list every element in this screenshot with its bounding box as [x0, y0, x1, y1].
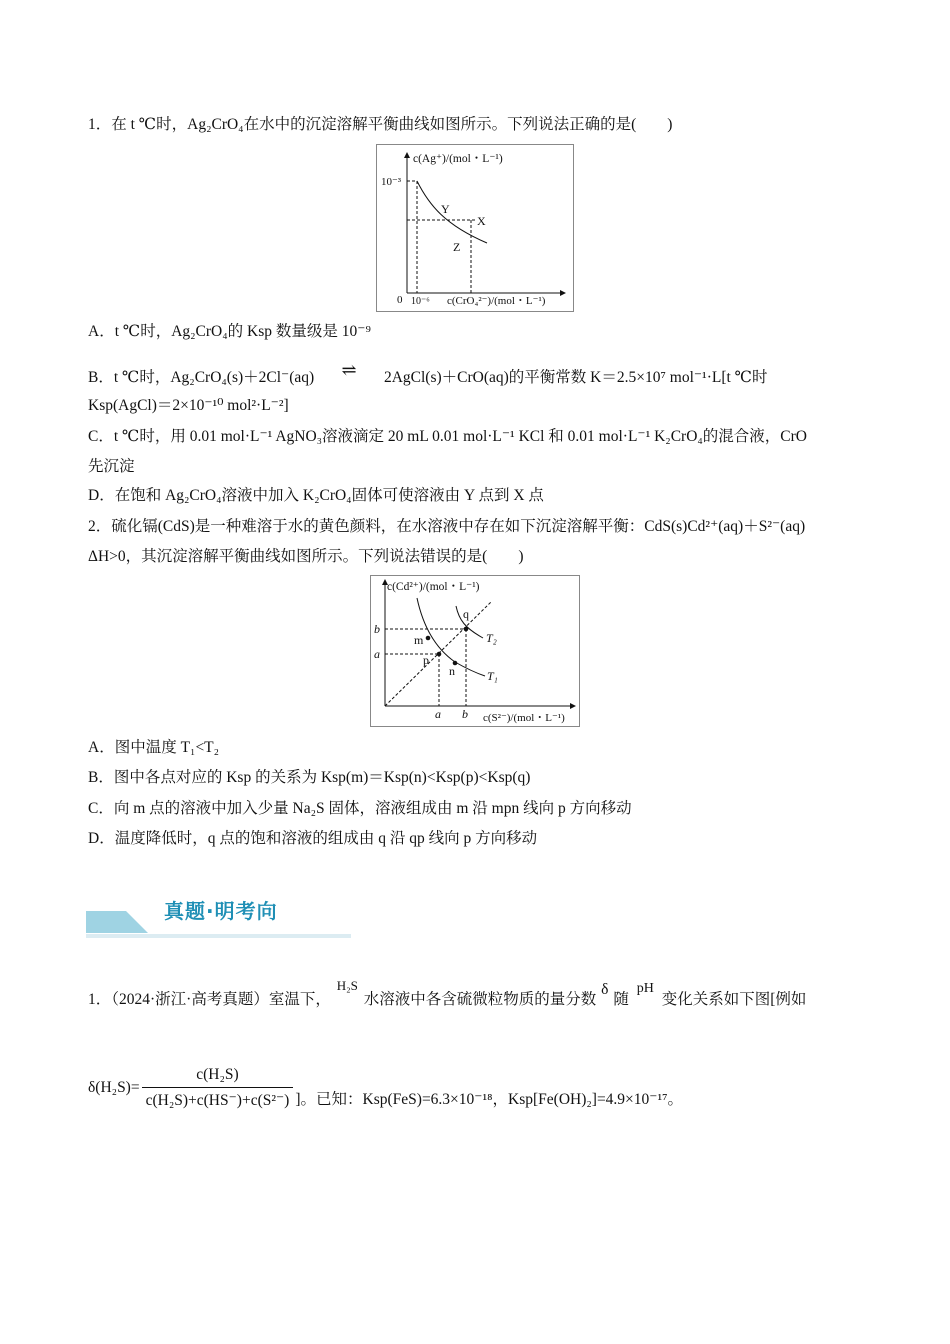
q2-point-q-dot [464, 627, 469, 632]
q1-option-b-part1: B．t ℃时，Ag₂CrO₄(s)＋2Cl⁻(aq) [88, 369, 315, 386]
formula-denominator: c(H₂S)+c(HS⁻)+c(S²⁻) [142, 1087, 294, 1111]
formula-tail: ]。已知：Ksp(FeS)=6.3×10⁻¹⁸，Ksp[Fe(OH)₂]=4.9×10⁻¹⁷。 [295, 1091, 684, 1108]
q1-point-y: Y [441, 202, 450, 216]
q1-ytick: 10⁻³ [381, 176, 402, 188]
real-q1-line1 [88, 978, 807, 1011]
real-q1-mid: 水溶液中各含硫微粒物质的量分数 [363, 991, 597, 1008]
section-title: 真题·明考向 [164, 899, 278, 923]
real-q1-tail: 变化关系如下图[例如 [661, 991, 807, 1008]
q2-option-d: D．温度降低时，q 点的饱和溶液的组成由 q 沿 qp 线向 p 方向移动 [88, 830, 538, 847]
q2-xtick-b: b [462, 707, 468, 721]
q2-ylabel: c(Cd²⁺)/(mol・L⁻¹) [387, 581, 480, 593]
real-q1-h2s: H₂S [336, 978, 358, 993]
question-1-stem: 1．在 t ℃时，Ag₂CrO₄在水中的沉淀溶解平衡曲线如图所示。下列说法正确的是( ) [88, 116, 673, 133]
q1-option-b-part2: 2AgCl(s)＋CrO(aq)的平衡常数 K＝2.5×10⁷ mol⁻¹·L[t ℃时 [383, 369, 768, 386]
formula-fraction [142, 1065, 294, 1111]
real-q1-prefix: 1．（2024·浙江·高考真题）室温下， [88, 991, 331, 1008]
q2-point-m: m [414, 633, 424, 647]
q1-xlabel: c(CrO₄²⁻)/(mol・L⁻¹) [447, 295, 546, 307]
equilibrium-arrow-icon: ⇌ [341, 360, 357, 380]
real-q1-ph: pH [636, 981, 654, 996]
q2-point-m-dot [426, 636, 431, 641]
formula-numerator: c(H₂S) [196, 1066, 239, 1083]
q2-xlabel: c(S²⁻)/(mol・L⁻¹) [483, 712, 565, 724]
q2-curve-t2-label: T₂ [486, 631, 497, 645]
q1-origin: 0 [397, 294, 403, 306]
q1-option-a: A．t ℃时，Ag₂CrO₄的 Ksp 数量级是 10⁻⁹ [88, 323, 371, 340]
q2-curve-t1-label: T₁ [487, 669, 498, 683]
q2-ytick-b: b [374, 622, 380, 636]
q2-option-c: C．向 m 点的溶液中加入少量 Na₂S 固体，溶液组成由 m 沿 mpn 线向 p 方向移动 [88, 800, 632, 817]
question-2-stem-line2: ΔH>0，其沉淀溶解平衡曲线如图所示。下列说法错误的是( ) [88, 548, 524, 565]
q2-point-p-dot [437, 652, 442, 657]
q1-point-x: X [477, 214, 486, 228]
q1-option-b-line1 [88, 360, 768, 388]
question-2-stem-line1: 2．硫化镉(CdS)是一种难溶于水的黄色颜料，在水溶液中存在如下沉淀溶解平衡：CdS(s)Cd²⁺(aq)＋S²⁻(aq) [88, 518, 806, 535]
q2-ytick-a: a [374, 647, 380, 661]
q2-option-a: A．图中温度 T₁<T₂ [88, 739, 220, 756]
real-q1-delta: δ [601, 981, 609, 998]
q2-point-p: p [423, 653, 429, 667]
q1-option-c-line1: C．t ℃时，用 0.01 mol·L⁻¹ AgNO₃溶液滴定 20 mL 0.01 mol·L⁻¹ KCl 和 0.01 mol·L⁻¹ K₂CrO₄的混合液，CrO [88, 428, 808, 445]
real-q1-formula-line [88, 1065, 683, 1111]
q1-ylabel: c(Ag⁺)/(mol・L⁻¹) [413, 153, 503, 165]
q1-option-d: D．在饱和 Ag₂CrO₄溶液中加入 K₂CrO₄固体可使溶液由 Y 点到 X 点 [88, 487, 544, 504]
q2-curve-t2 [456, 606, 483, 638]
q1-equilibrium-curve [417, 181, 487, 243]
q1-figure [376, 144, 574, 312]
q2-xtick-a: a [435, 707, 441, 721]
q2-option-b: B．图中各点对应的 Ksp 的关系为 Ksp(m)＝Ksp(n)<Ksp(p)<Ksp(q) [88, 769, 531, 786]
q1-xtick: 10⁻⁶ [411, 296, 430, 307]
q1-point-z: Z [453, 240, 461, 254]
q2-point-q: q [463, 607, 469, 621]
q2-point-n: n [449, 664, 455, 678]
q1-option-b-line2: Ksp(AgCl)＝2×10⁻¹⁰ mol²·L⁻²] [88, 397, 289, 414]
q1-option-c-line2: 先沉淀 [88, 458, 135, 475]
formula-lhs: δ(H₂S)= [88, 1079, 140, 1096]
real-q1-sui: 随 [613, 991, 629, 1008]
q2-figure [370, 575, 580, 727]
